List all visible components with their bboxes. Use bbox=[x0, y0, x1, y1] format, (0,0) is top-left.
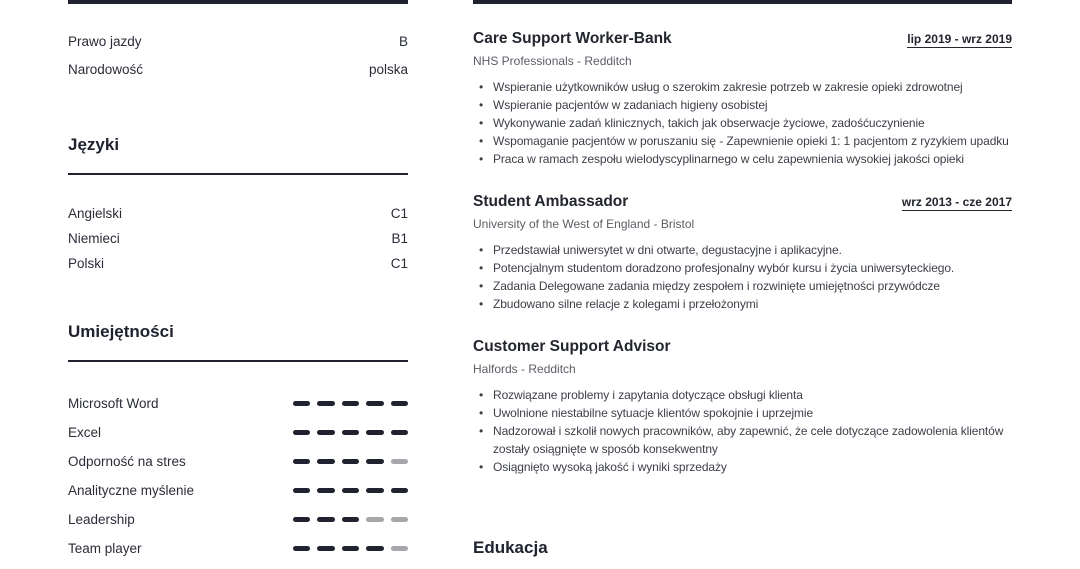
language-label: Niemieci bbox=[68, 231, 120, 246]
language-level: C1 bbox=[390, 256, 408, 271]
job-title: Care Support Worker-Bank bbox=[473, 30, 672, 47]
skill-dash bbox=[342, 488, 360, 493]
skill-dash bbox=[317, 517, 335, 522]
skills-section-title: Umiejętności bbox=[68, 322, 174, 341]
resume-left-column bbox=[68, 0, 408, 569]
skill-dash bbox=[366, 517, 384, 522]
detail-value: polska bbox=[368, 62, 408, 77]
job-bullet: • Nadzorował i szkolił nowych pracowników, aby zapewnić, że cele dotyczące zadowolenia klientów zostały osiągnięte w sposób konsekwentny bbox=[473, 422, 1012, 458]
skill-level-dashes bbox=[293, 459, 409, 464]
skill-dash bbox=[366, 401, 384, 406]
skill-dash bbox=[293, 430, 311, 435]
skill-label: Microsoft Word bbox=[68, 396, 159, 411]
job-bullets bbox=[473, 241, 1012, 313]
skill-dash bbox=[391, 430, 409, 435]
job-bullet: • Wspieranie użytkowników usług o szerokim zakresie potrzeb w zakresie opieki zdrowotnej bbox=[473, 78, 1012, 96]
skill-label: Odporność na stres bbox=[68, 454, 186, 469]
language-level: C1 bbox=[390, 206, 408, 221]
job-bullet: • Wspieranie pacjentów w zadaniach higieny osobistej bbox=[473, 96, 1012, 114]
skill-dash bbox=[342, 517, 360, 522]
left-top-divider bbox=[68, 0, 408, 4]
skill-row bbox=[68, 511, 408, 528]
skill-level-dashes bbox=[293, 488, 409, 493]
skill-dash bbox=[366, 546, 384, 551]
skill-label: Team player bbox=[68, 541, 142, 556]
job-employer: University of the West of England - Bristol bbox=[473, 217, 695, 231]
job-bullet: • Wspomaganie pacjentów w poruszaniu się - Zapewnienie opieki 1: 1 pacjentom z ryzykiem upadku bbox=[473, 132, 1012, 150]
skill-dash bbox=[317, 401, 335, 406]
skill-dash bbox=[317, 546, 335, 551]
skills-list bbox=[68, 395, 408, 557]
detail-row bbox=[68, 61, 408, 78]
detail-label: Prawo jazdy bbox=[68, 34, 142, 49]
languages-list bbox=[68, 205, 408, 272]
skill-row bbox=[68, 453, 408, 470]
resume-right-column bbox=[473, 0, 1012, 558]
job-header bbox=[473, 30, 1012, 48]
job-bullet: • Uwolnione niestabilne sytuacje klientów spokojnie i uprzejmie bbox=[473, 404, 1012, 422]
skill-dash bbox=[342, 430, 360, 435]
language-row bbox=[68, 255, 408, 272]
language-row bbox=[68, 205, 408, 222]
experience-section bbox=[473, 30, 1012, 476]
personal-details-list bbox=[68, 33, 408, 78]
job-date: lip 2019 - wrz 2019 bbox=[907, 32, 1012, 46]
skill-dash bbox=[391, 488, 409, 493]
skill-row bbox=[68, 540, 408, 557]
experience-entry bbox=[473, 193, 1012, 313]
skill-dash bbox=[293, 488, 311, 493]
job-header bbox=[473, 193, 1012, 211]
skill-dash bbox=[317, 430, 335, 435]
job-title: Student Ambassador bbox=[473, 193, 629, 210]
skill-level-dashes bbox=[293, 517, 409, 522]
skill-label: Excel bbox=[68, 425, 102, 440]
skill-dash bbox=[317, 488, 335, 493]
skill-row bbox=[68, 395, 408, 412]
job-employer: NHS Professionals - Redditch bbox=[473, 54, 632, 68]
skill-level-dashes bbox=[293, 430, 409, 435]
skill-row bbox=[68, 482, 408, 499]
skill-dash bbox=[366, 459, 384, 464]
skill-dash bbox=[391, 517, 409, 522]
job-title: Customer Support Advisor bbox=[473, 338, 671, 355]
right-top-divider bbox=[473, 0, 1012, 4]
skill-dash bbox=[391, 546, 409, 551]
skill-dash bbox=[342, 401, 360, 406]
language-label: Polski bbox=[68, 256, 105, 271]
skill-dash bbox=[342, 459, 360, 464]
languages-divider bbox=[68, 173, 408, 175]
skill-dash bbox=[366, 488, 384, 493]
skill-dash bbox=[342, 546, 360, 551]
job-date: wrz 2013 - cze 2017 bbox=[901, 195, 1012, 209]
skill-dash bbox=[317, 459, 335, 464]
job-bullet: • Zbudowano silne relacje z kolegami i przełożonymi bbox=[473, 295, 1012, 313]
job-bullet: • Zadania Delegowane zadania między zespołem i rozwinięte umiejętności przywódcze bbox=[473, 277, 1012, 295]
job-employer: Halfords - Redditch bbox=[473, 362, 576, 376]
language-level: B1 bbox=[391, 231, 408, 246]
skill-row bbox=[68, 424, 408, 441]
detail-row bbox=[68, 33, 408, 50]
skill-label: Leadership bbox=[68, 512, 135, 527]
skill-level-dashes bbox=[293, 401, 409, 406]
education-section-title: Edukacja bbox=[473, 538, 548, 557]
experience-entry bbox=[473, 338, 1012, 476]
skill-dash bbox=[366, 430, 384, 435]
skill-dash bbox=[293, 517, 311, 522]
skill-dash bbox=[391, 459, 409, 464]
job-bullet: • Rozwiązane problemy i zapytania dotyczące obsługi klienta bbox=[473, 386, 1012, 404]
skill-dash bbox=[391, 401, 409, 406]
detail-value: B bbox=[398, 34, 408, 49]
skill-dash bbox=[293, 401, 311, 406]
job-bullet: • Wykonywanie zadań klinicznych, takich jak obserwacje życiowe, zadośćuczynienie bbox=[473, 114, 1012, 132]
skill-label: Analityczne myślenie bbox=[68, 483, 195, 498]
job-bullets bbox=[473, 78, 1012, 168]
skill-dash bbox=[293, 546, 311, 551]
job-bullet: • Potencjalnym studentom doradzono profesjonalny wybór kursu i życia uniwersyteckiego. bbox=[473, 259, 1012, 277]
job-bullets bbox=[473, 386, 1012, 476]
job-bullet: • Osiągnięto wysoką jakość i wyniki sprzedaży bbox=[473, 458, 1012, 476]
skill-dash bbox=[293, 459, 311, 464]
job-bullet: • Praca w ramach zespołu wielodyscyplinarnego w celu zapewnienia wysokiej jakości opieki bbox=[473, 150, 1012, 168]
language-row bbox=[68, 230, 408, 247]
experience-entry bbox=[473, 30, 1012, 168]
detail-label: Narodowość bbox=[68, 62, 144, 77]
skills-divider bbox=[68, 360, 408, 362]
languages-section-title: Języki bbox=[68, 135, 120, 154]
skill-level-dashes bbox=[293, 546, 409, 551]
job-header bbox=[473, 338, 1012, 356]
job-bullet: • Przedstawiał uniwersytet w dni otwarte, degustacyjne i aplikacyjne. bbox=[473, 241, 1012, 259]
language-label: Angielski bbox=[68, 206, 123, 221]
